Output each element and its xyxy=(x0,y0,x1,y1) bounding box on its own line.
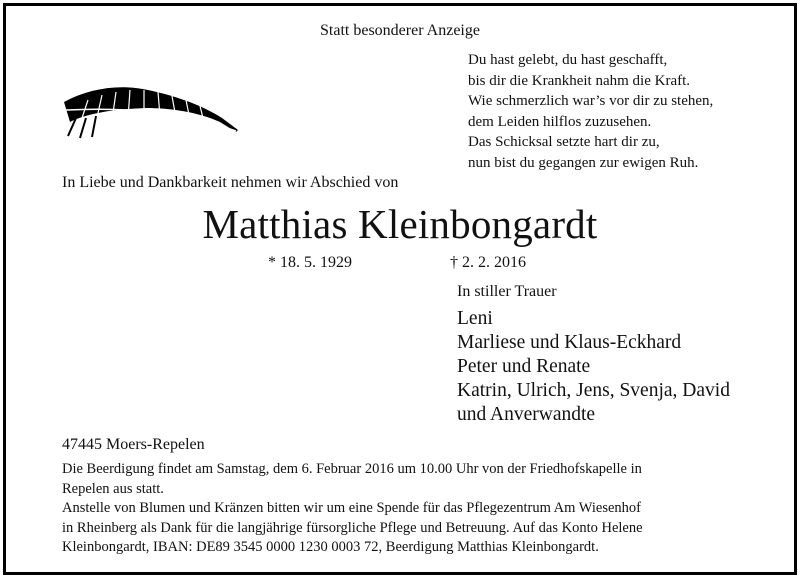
deceased-name: Matthias Kleinbongardt xyxy=(202,201,598,247)
mourner-line: Peter und Renate xyxy=(457,356,591,377)
mourner-line: Leni xyxy=(457,308,493,329)
birth-date: * 18. 5. 1929 xyxy=(268,254,352,271)
poem xyxy=(468,50,713,173)
details-line: in Rheinberg als Dank für die langjährige fürsorgliche Pflege und Betreuung. Auf das Konto Helene xyxy=(62,519,643,536)
poem-line: dem Leiden hilflos zuzusehen. xyxy=(468,113,652,130)
details-line: Kleinbongardt, IBAN: DE89 3545 0000 1230 0003 72, Beerdigung Matthias Kleinbongardt. xyxy=(62,539,599,555)
poem-line: bis dir die Krankheit nahm die Kraft. xyxy=(468,72,691,89)
mourning-intro: In stiller Trauer xyxy=(457,283,557,300)
funeral-details xyxy=(62,460,742,558)
details-line: Repelen aus statt. xyxy=(62,480,164,497)
poem-line: nun bist du gegangen zur ewigen Ruh. xyxy=(468,154,699,171)
details-line: Die Beerdigung findet am Samstag, dem 6. Februar 2016 um 10.00 Uhr von der Friedhofskapelle in xyxy=(62,461,642,477)
mourner-line: Marliese und Klaus-Eckhard xyxy=(457,332,682,353)
poem-line: Du hast gelebt, du hast geschafft, xyxy=(468,52,668,68)
details-line: Anstelle von Blumen und Kränzen bitten wir um eine Spende für das Pflegezentrum Am Wiesenhof xyxy=(62,500,642,516)
death-date: † 2. 2. 2016 xyxy=(450,254,526,271)
mourners-list xyxy=(457,307,730,427)
notice-header: Statt besonderer Anzeige xyxy=(320,22,480,39)
intro-text: In Liebe und Dankbarkeit nehmen wir Abschied von xyxy=(62,174,399,191)
mourner-line: Katrin, Ulrich, Jens, Svenja, David xyxy=(457,380,730,401)
place-text: 47445 Moers-Repelen xyxy=(62,436,205,453)
poem-line: Wie schmerzlich war’s vor dir zu stehen, xyxy=(468,93,714,109)
palm-frond-icon xyxy=(60,82,240,149)
poem-line: Das Schicksal setzte hart dir zu, xyxy=(468,134,660,150)
mourner-line: und Anverwandte xyxy=(457,404,596,425)
